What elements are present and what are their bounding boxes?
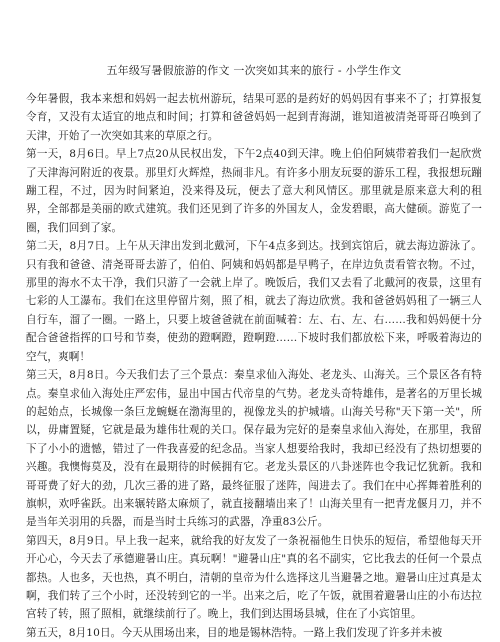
paragraph-day-2: 第二天，8月7日。上午从天津出发到北戴河，下午4点多到达。找到宾馆后，就去海边游泳了。只有我和爸爸、清尧哥哥去游了，伯伯、阿姨和妈妈都是早鸭子，在岸边负责看管衣物。不过，那里的海水不太干净，我们只游了一会就上岸了。晚饭后，我们又去看了北戴河的夜景，这里有七彩的人工瀑布。我们在这里停留片刻，照了相，就去了海边欣赏。我和爸爸妈妈租了一辆三人自行车，溜了一圈。一路上，只要上坡爸爸就在前面喊着：左、右、左、右……我和妈妈便十分配合爸爸指挥的口号和节奏，使劲的蹬啊蹬，蹬啊蹬……下坡时我们都放松下来，呼吸着海边的空气，爽啊！	[26, 240, 482, 363]
paragraph-day-1: 第一天，8月6日。早上7点20从民权出发，下午2点40到天津。晚上伯伯阿姨带着我们一起欣赏了天津海河附近的夜景。那里灯火辉煌，热闹非凡。有许多小朋友玩耍的游乐工程，我报想玩蹦蹦工程，不过，因为时间紧迫，没来得及玩，便去了意大利风情区。那里就是原来意大利的租界，全部都是美丽的欧式建筑。我们还见到了许多的外国友人，金发碧眼，高大健硕。游览了一圈，我们回到了家。	[26, 148, 482, 234]
paragraph-day-4: 第四天，8月9日。早上我一起来，就给我的好友发了一条祝福他生日快乐的短信，希望他每天开开心心，今天去了承德避暑山庄。真玩啊！"避暑山庄"真的名不副实，它比我去的任何一个景点都热。人也多，天也热，真不明白，清朝的皇帝为什么选择这儿当避暑之地。避暑山庄过真是太啊，我们转了三个小时，还没转到它的一半。出来之后，吃了午饭，就围着避暑山庄的小布达拉宫转了转，照了照相，就继续前行了。晚上，我们到达围场县城，住在了小宾馆里。	[26, 534, 482, 621]
paragraph-day-3: 第三天，8月8日。今天我们去了三个景点：秦皇求仙入海处、老龙头、山海关。三个景区各有特点。秦皇求仙入海处庄严宏伟，显出中国古代帝皇的气势。老龙头奇特雄伟，是著名的万里长城的起始点，长城像一条巨龙蜿蜒在渤海里的，视像龙头的护城墙。山海关号称"天下第一关"，所以，毋庸置疑，它就是最为雄伟壮观的关口。保存最为完好的是秦皇求仙入海处，在那里，我留下了小小的遗憾，错过了一件我喜爱的纪念品。当家人想要给我时，我却已经没有了热切想要的兴趣。我懊悔莫及，没有在最期待的时候拥有它。老龙头景区的八卦迷阵也令我记忆犹新。我和哥哥费了好大的劲，几次三番的进了路，最终征服了迷阵，闯进去了。我们在中心挥舞着胜利的旗帜，欢呼雀跃。出来辗转路太麻烦了，就直接翻墙出来了！山海关里有一把青龙偃月刀，并不是当年关羽用的兵器，而是当时士兵练习的武器，净重83公斤。	[26, 369, 482, 529]
article-title: 五年级写暑假旅游的作文 一次突如其来的旅行 - 小学生作文	[106, 64, 402, 77]
paragraph-intro: 今年暑假，我本来想和妈妈一起去杭州游玩，结果可恶的是药好的妈妈因有事来不了；打算报复令育，又没有太适宜的地点和时间；打算和爸爸妈妈一起到青海湖，谁知道被清尧哥哥召唤到了天津，开始了一次突如其来的草原之行。	[26, 93, 482, 142]
paragraph-day-5: 第五天，8月10日。今天从围场出来，目的地是锡林浩特。一路上我们发现了许多并未被	[26, 626, 443, 639]
